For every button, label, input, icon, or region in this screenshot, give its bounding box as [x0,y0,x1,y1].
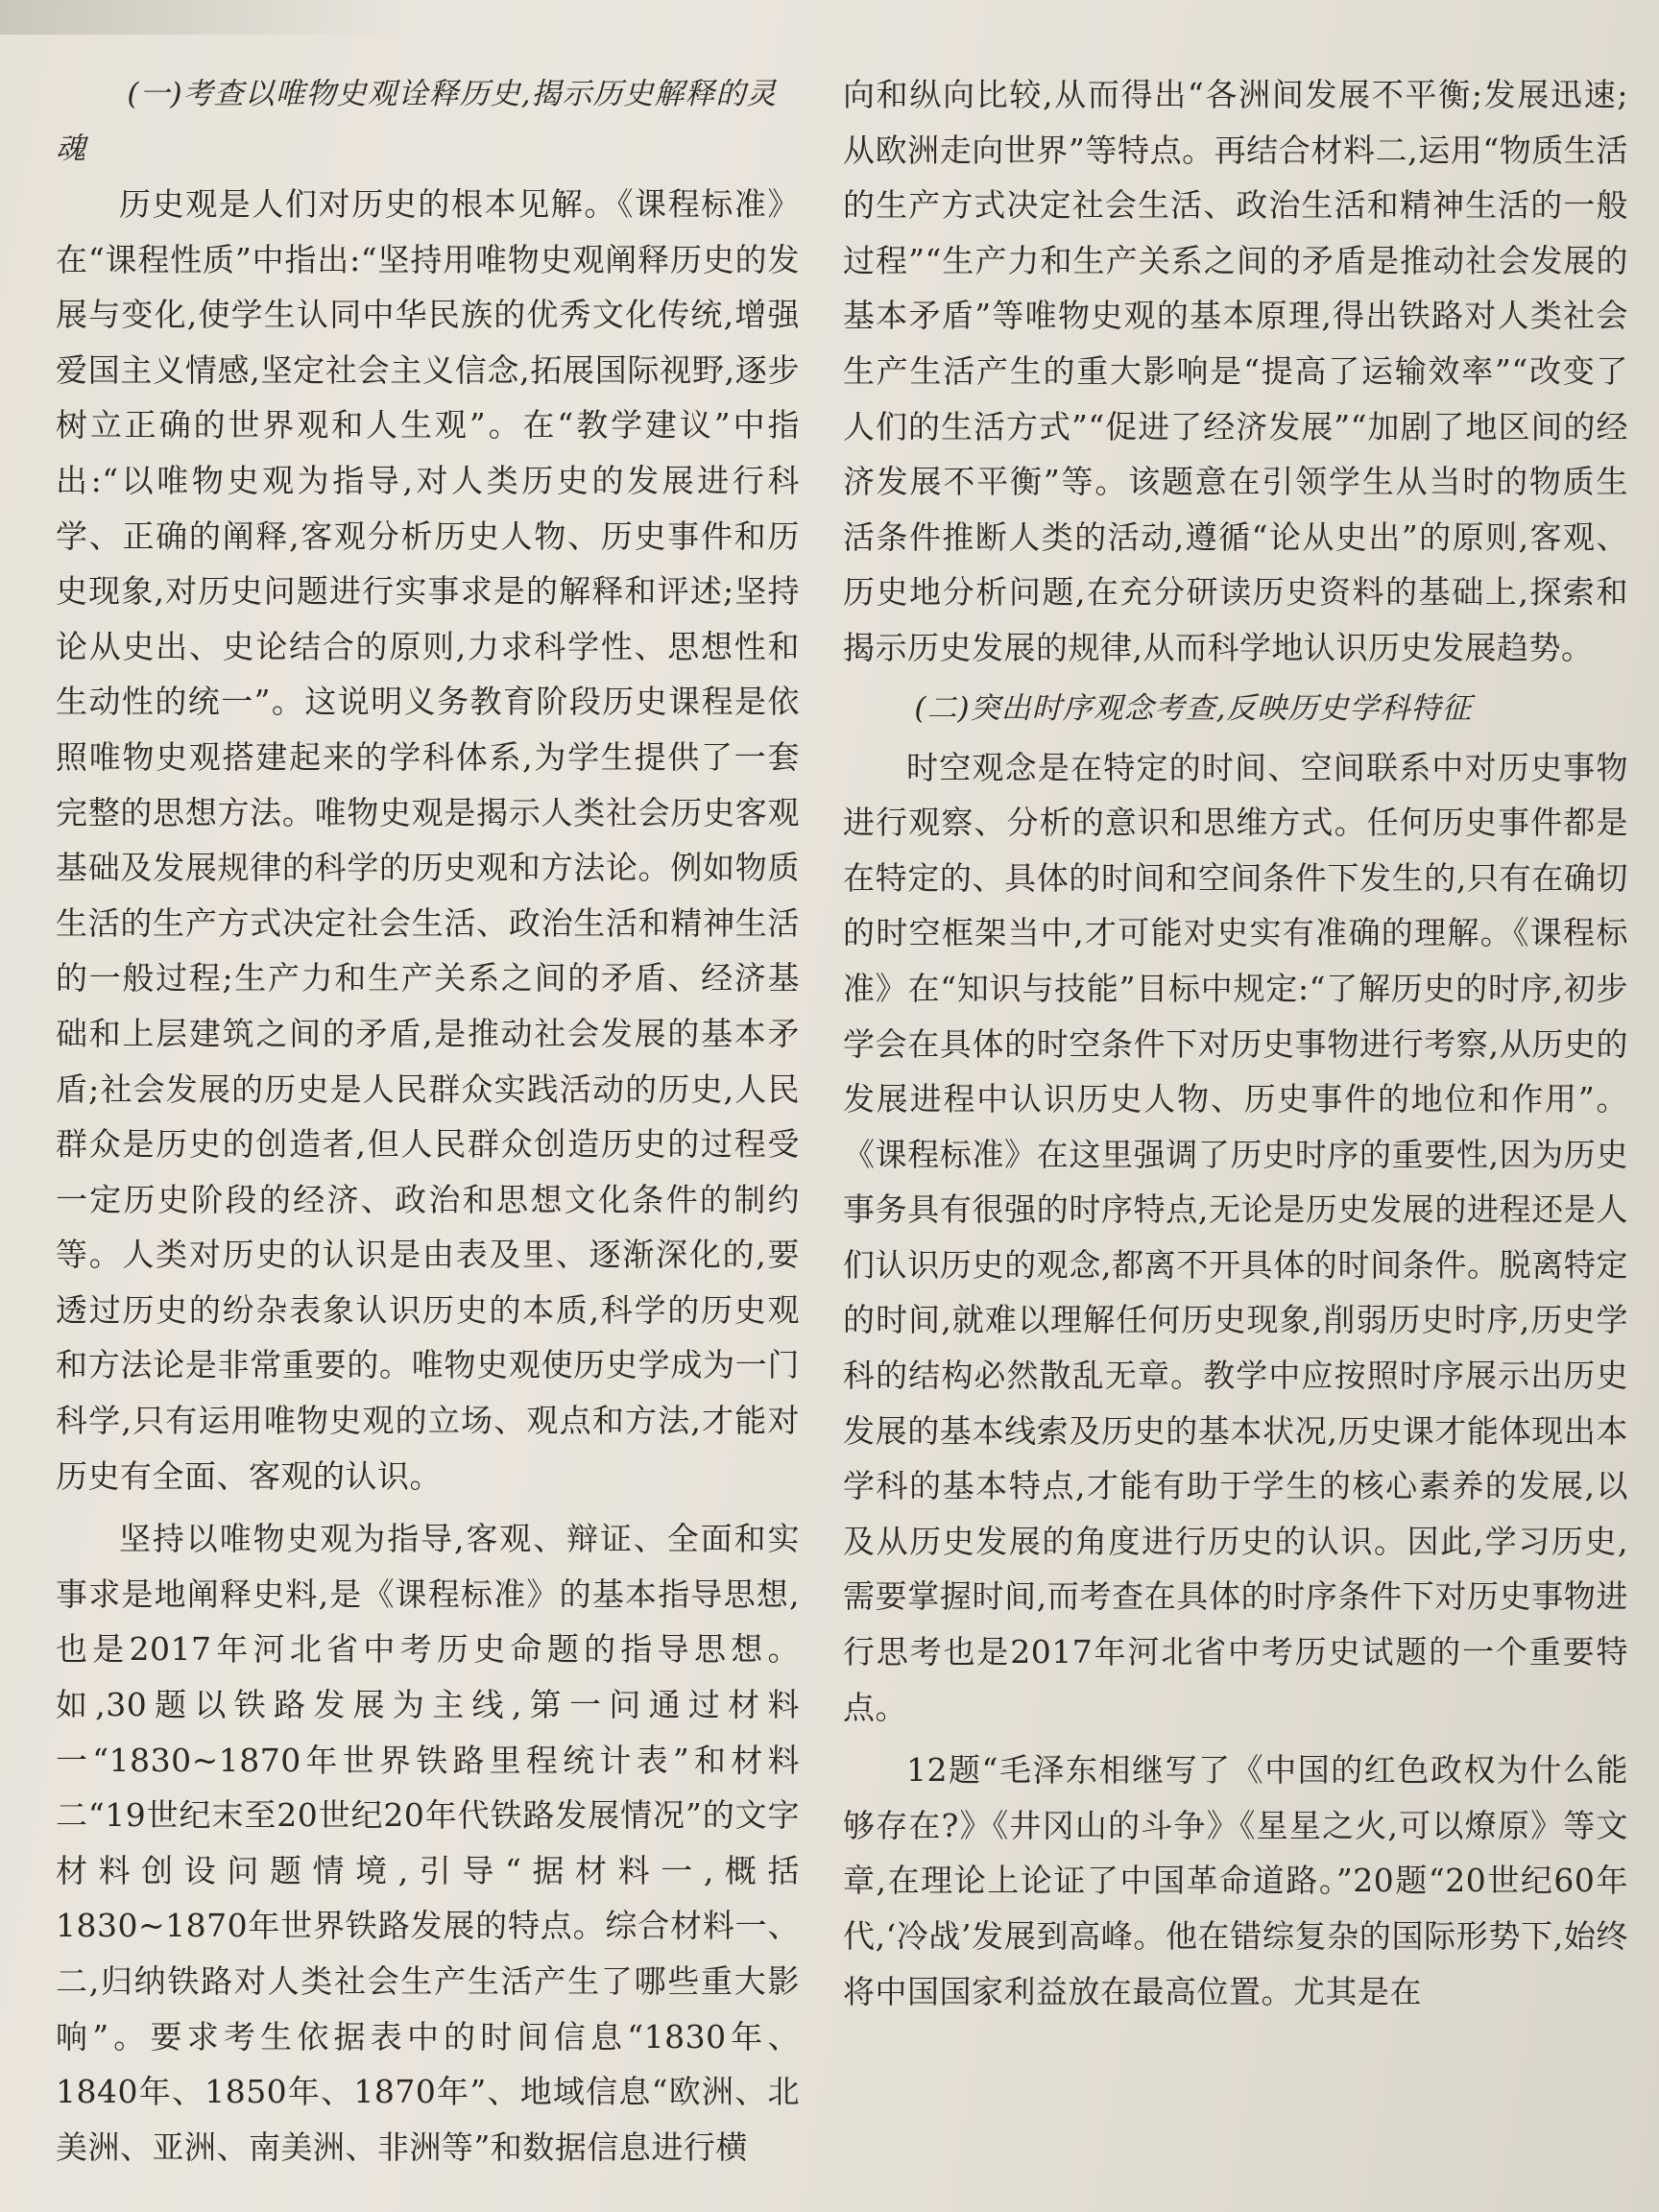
paragraph: 坚持以唯物史观为指导,客观、辩证、全面和实事求是地阐释史料,是《课程标准》的基本指导思想,也是2017年河北省中考历史命题的指导思想。如,30题以铁路发展为主线,第一问通过材料一“1830~1870年世界铁路里程统计表”和材料二“19世纪末至20世纪20年代铁路发展情况”的文字材料创设问题情境,引导“据材料一,概括1830~1870年世界铁路发展的特点。综合材料一、二,归纳铁路对人类社会生产生活产生了哪些重大影响”。要求考生依据表中的时间信息“1830年、1840年、1850年、1870年”、地域信息“欧洲、北美洲、亚洲、南美洲、非洲等”和数据信息进行横 [56,1520,800,2166]
page-edge-shadow [0,0,403,35]
paragraph: 12题“毛泽东相继写了《中国的红色政权为什么能够存在?》《井冈山的斗争》《星星之火,可以燎原》等文章,在理论上论证了中国革命道路。”20题“20世纪60年代,‘冷战’发展到高峰。他在错综复杂的国际形势下,始终将中国国家利益放在最高位置。尤其是在 [843,1751,1628,2010]
section-heading-1: (一)考查以唯物史观诠释历史,揭示历史解释的灵魂 [56,77,778,166]
paragraph-continued: 向和纵向比较,从而得出“各洲间发展不平衡;发展迅速;从欧洲走向世界”等特点。再结合材料二,运用“物质生活的生产方式决定社会生活、政治生活和精神生活的一般过程”“生产力和生产关系之间的矛盾是推动社会发展的基本矛盾”等唯物史观的基本原理,得出铁路对人类社会生产生活产生的重大影响是“提高了运输效率”“改变了人们的生活方式”“促进了经济发展”“加剧了地区间的经济发展不平衡”等。该题意在引领学生从当时的物质生活条件推断人类的活动,遵循“论从史出”的原则,客观、历史地分析问题,在充分研读历史资料的基础上,探索和揭示历史发展的规律,从而科学地认识历史发展趋势。 [843,76,1628,666]
section-heading-2: (二)突出时序观念考查,反映历史学科特征 [914,690,1473,726]
left-column [56,67,800,2175]
paragraph: 历史观是人们对历史的根本见解。《课程标准》在“课程性质”中指出:“坚持用唯物史观阐释历史的发展与变化,使学生认同中华民族的优秀文化传统,增强爱国主义情感,坚定社会主义信念,拓展国际视野,逐步树立正确的世界观和人生观”。在“教学建议”中指出:“以唯物史观为指导,对人类历史的发展进行科学、正确的阐释,客观分析历史人物、历史事件和历史现象,对历史问题进行实事求是的解释和评述;坚持论从史出、史论结合的原则,力求科学性、思想性和生动性的统一”。这说明义务教育阶段历史课程是依照唯物史观搭建起来的学科体系,为学生提供了一套完整的思想方法。唯物史观是揭示人类社会历史客观基础及发展规律的科学的历史观和方法论。例如物质生活的生产方式决定社会生活、政治生活和精神生活的一般过程;生产力和生产关系之间的矛盾、经济基础和上层建筑之间的矛盾,是推动社会发展的基本矛盾;社会发展的历史是人民群众实践活动的历史,人民群众是历史的创造者,但人民群众创造历史的过程受一定历史阶段的经济、政治和思想文化条件的制约等。人类对历史的认识是由表及里、逐渐深化的,要透过历史的纷杂表象认识历史的本质,科学的历史观和方法论是非常重要的。唯物史观使历史学成为一门科学,只有运用唯物史观的立场、观点和方法,才能对历史有全面、客观的认识。 [56,185,800,1495]
right-column [843,67,1628,2019]
paragraph: 时空观念是在特定的时间、空间联系中对历史事物进行观察、分析的意识和思维方式。任何历史事件都是在特定的、具体的时间和空间条件下发生的,只有在确切的时空框架当中,才可能对史实有准确的理解。《课程标准》在“知识与技能”目标中规定:“了解历史的时序,初步学会在具体的时空条件下对历史事物进行考察,从历史的发展进程中认识历史人物、历史事件的地位和作用”。《课程标准》在这里强调了历史时序的重要性,因为历史事务具有很强的时序特点,无论是历史发展的进程还是人们认识历史的观念,都离不开具体的时间条件。脱离特定的时间,就难以理解任何历史现象,削弱历史时序,历史学科的结构必然散乱无章。教学中应按照时序展示出历史发展的基本线索及历史的基本状况,历史课才能体现出本学科的基本特点,才能有助于学生的核心素养的发展,以及从历史发展的角度进行历史的认识。因此,学习历史,需要掌握时间,而考查在具体的时序条件下对历史事物进行思考也是2017年河北省中考历史试题的一个重要特点。 [843,748,1628,1726]
